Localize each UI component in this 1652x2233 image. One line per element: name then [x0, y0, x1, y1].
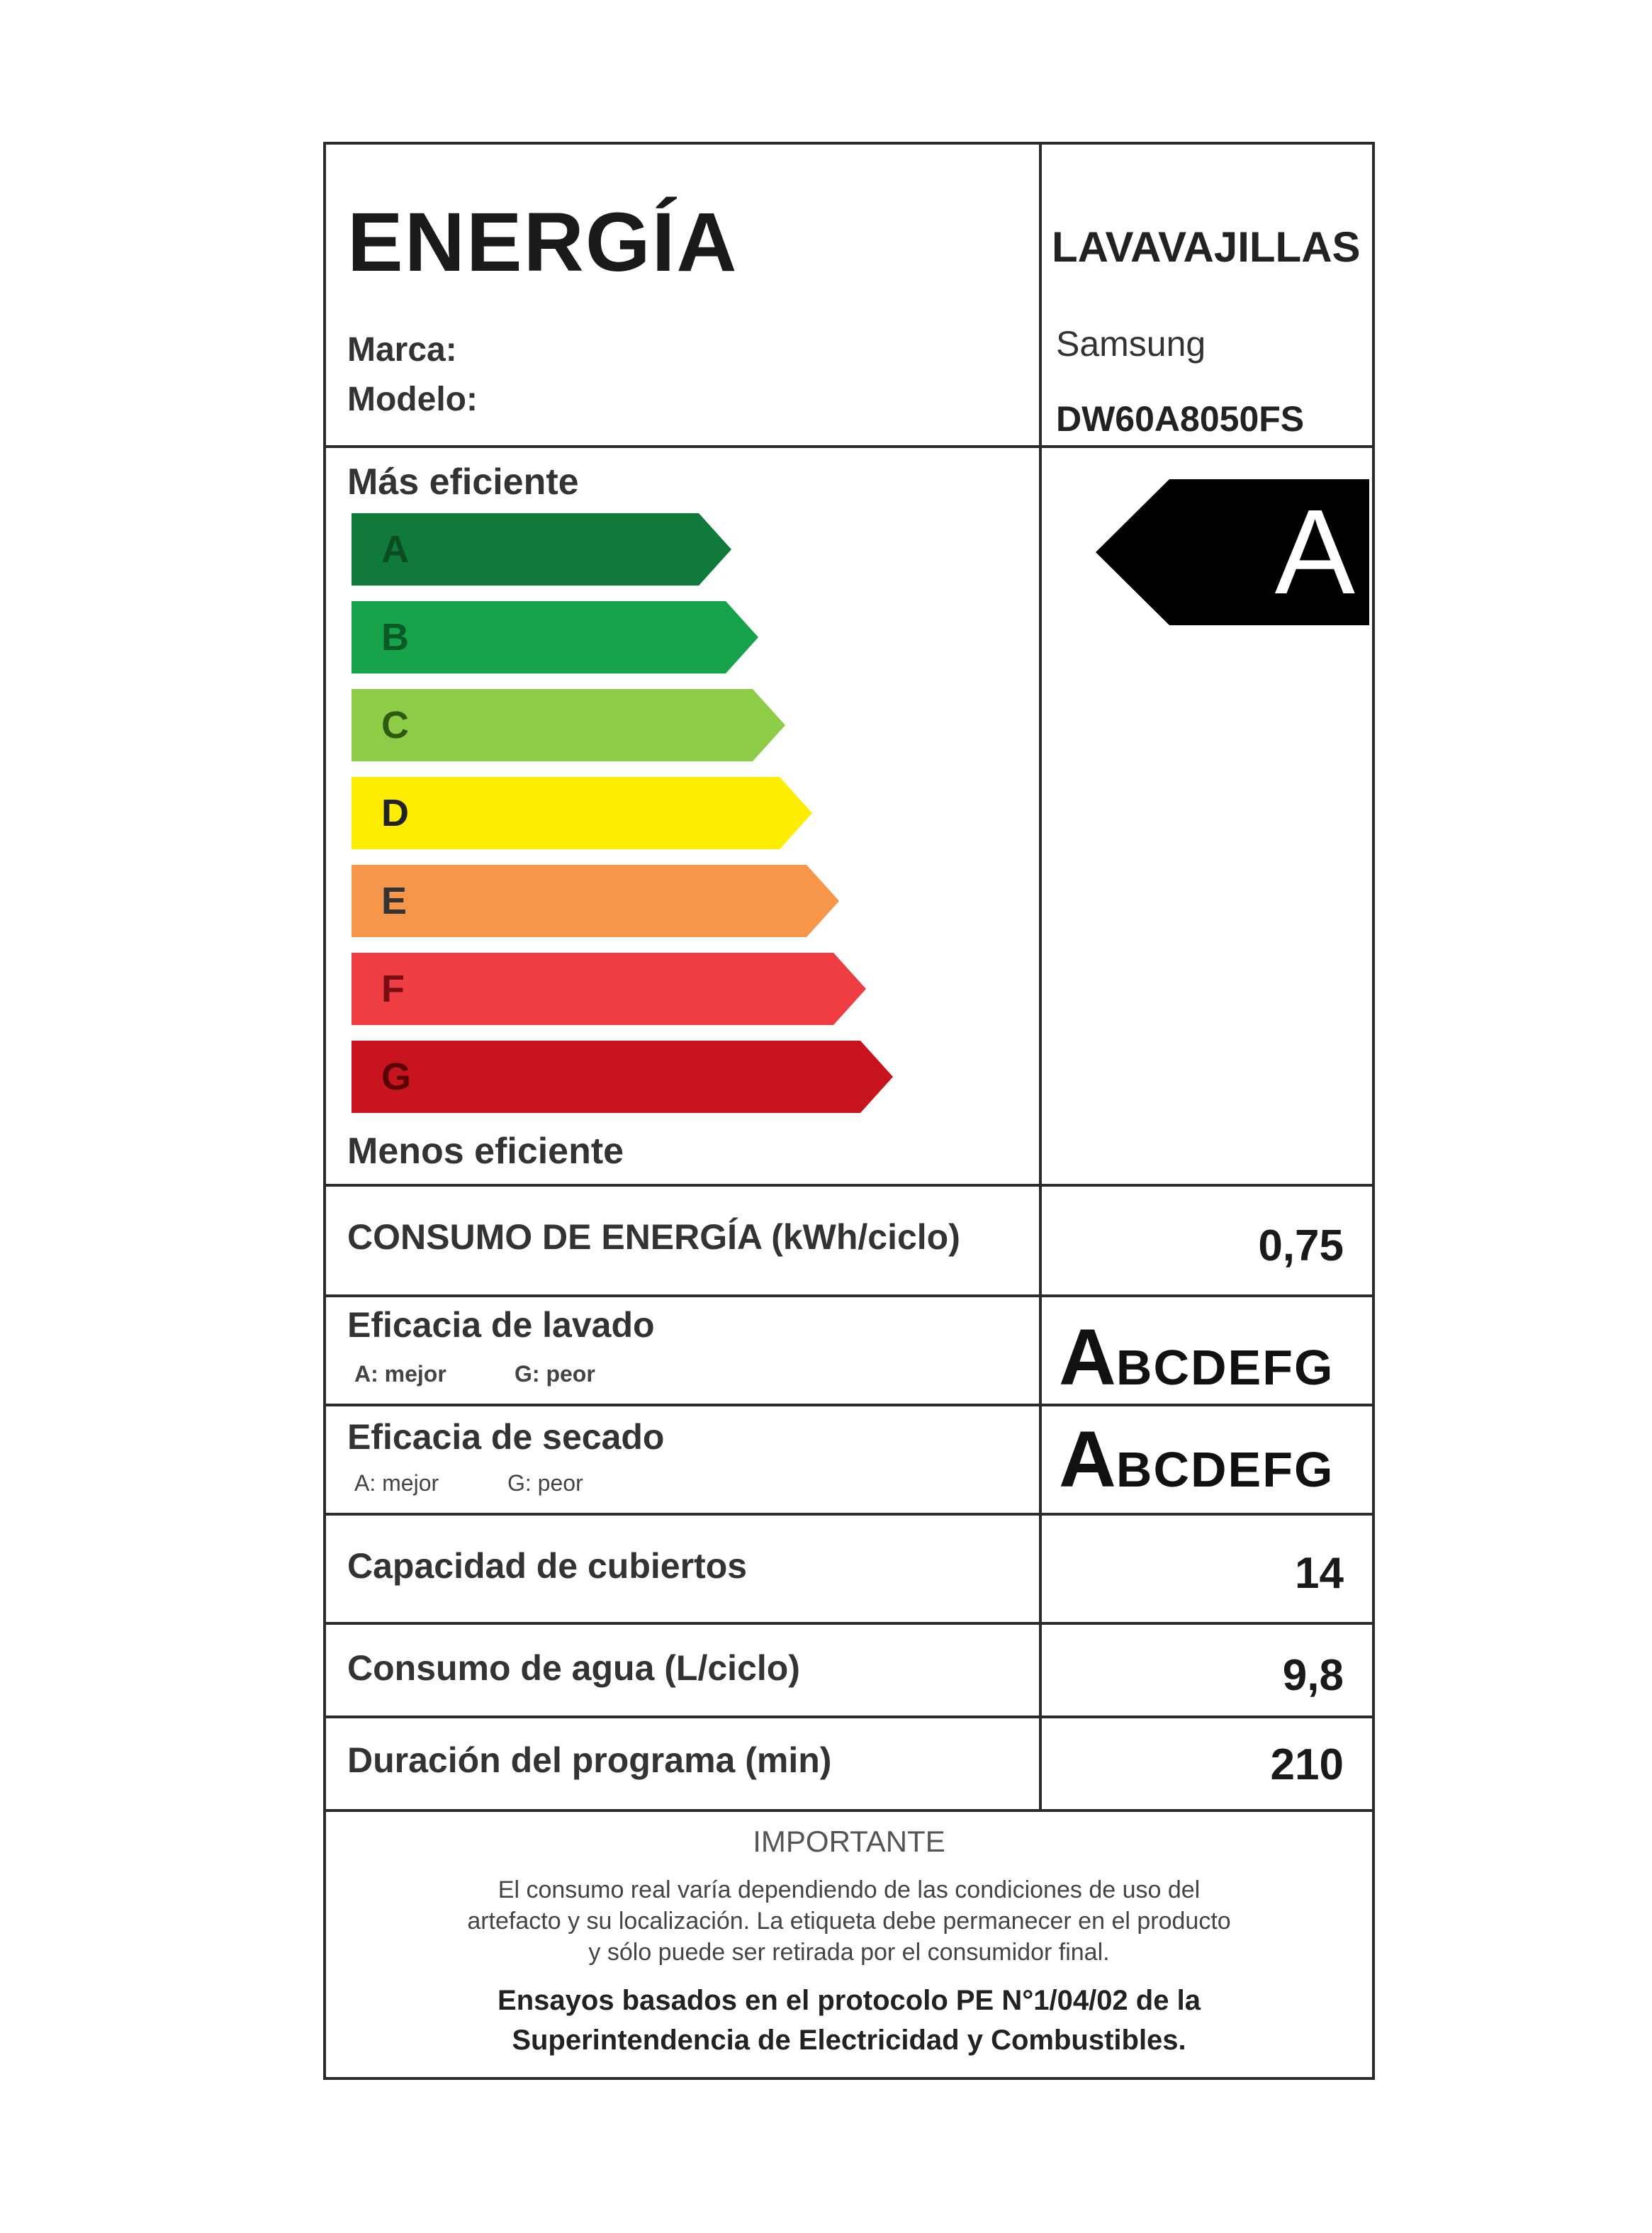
efficiency-bar-f: [352, 953, 866, 1025]
washing-worst-note: G: peor: [515, 1361, 595, 1387]
divider-dry: [326, 1513, 1372, 1516]
least-efficient-label: Menos eficiente: [347, 1131, 624, 1172]
divider-duration: [326, 1809, 1372, 1812]
divider-water: [326, 1716, 1372, 1718]
drying-other-letters: BCDEFG: [1116, 1442, 1334, 1497]
drying-worst-note: G: peor: [507, 1470, 583, 1496]
rating-letter: A: [1274, 485, 1355, 620]
model-label: Modelo:: [347, 381, 478, 418]
brand-label: Marca:: [347, 331, 457, 369]
efficiency-bar-letter: E: [381, 880, 408, 922]
divider-header: [326, 445, 1372, 448]
efficiency-bar-letter: A: [381, 528, 409, 571]
program-duration-label: Duración del programa (min): [347, 1740, 832, 1780]
notice-heading: IMPORTANTE: [753, 1825, 945, 1858]
efficiency-bar-d: [352, 777, 812, 849]
efficiency-bar-letter: B: [381, 616, 409, 659]
efficiency-bar-g: [352, 1041, 893, 1113]
most-efficient-label: Más eficiente: [347, 461, 579, 503]
efficiency-bar-letter: F: [381, 968, 405, 1010]
efficiency-bar-e: [352, 865, 839, 937]
water-consumption-label: Consumo de agua (L/ciclo): [347, 1648, 800, 1688]
divider-wash: [326, 1404, 1372, 1406]
washing-best-note: A: mejor: [354, 1361, 446, 1387]
notice-text: El consumo real varía dependiendo de las condiciones de uso del artefacto y su localización. La etiqueta debe permanecer en el producto y sólo puede ser retirada por el consumidor final.: [467, 1876, 1231, 1966]
washing-other-letters: BCDEFG: [1116, 1340, 1334, 1395]
energy-consumption-label: CONSUMO DE ENERGÍA (kWh/ciclo): [347, 1217, 960, 1257]
label-title: ENERGÍA: [347, 196, 738, 289]
water-consumption-value: 9,8: [1282, 1651, 1344, 1700]
energy-consumption-value: 0,75: [1258, 1221, 1344, 1270]
rating-arrow: [1096, 479, 1369, 625]
efficiency-bar-letter: G: [381, 1056, 412, 1098]
drying-best-note: A: mejor: [354, 1470, 439, 1496]
efficiency-bar-a: [352, 513, 731, 586]
efficiency-bar-c: [352, 689, 785, 761]
model-value: DW60A8050FS: [1056, 399, 1305, 439]
column-divider: [1039, 145, 1042, 1812]
capacity-value: 14: [1295, 1549, 1344, 1598]
divider-capacity: [326, 1622, 1372, 1625]
drying-efficiency-label: Eficacia de secado: [347, 1417, 665, 1457]
drying-efficiency-scale: [1059, 1414, 1334, 1505]
brand-value: Samsung: [1056, 324, 1206, 364]
divider-scale: [326, 1184, 1372, 1187]
drying-rating-letter: A: [1059, 1415, 1116, 1504]
efficiency-bar-letter: C: [381, 704, 409, 746]
divider-energy: [326, 1294, 1372, 1297]
washing-efficiency-label: Eficacia de lavado: [347, 1305, 655, 1345]
program-duration-value: 210: [1270, 1740, 1344, 1789]
washing-rating-letter: A: [1059, 1313, 1116, 1401]
washing-efficiency-scale: [1059, 1311, 1334, 1403]
efficiency-bar-letter: D: [381, 792, 409, 834]
appliance-category: LAVAVAJILLAS: [1052, 223, 1361, 271]
efficiency-bar-b: [352, 601, 758, 673]
protocol-text: Ensayos basados en el protocolo PE N°1/04/02 de la Superintendencia de Electricidad y Combustibles.: [498, 1985, 1201, 2056]
energy-label: [323, 142, 1375, 2080]
capacity-label: Capacidad de cubiertos: [347, 1546, 748, 1586]
